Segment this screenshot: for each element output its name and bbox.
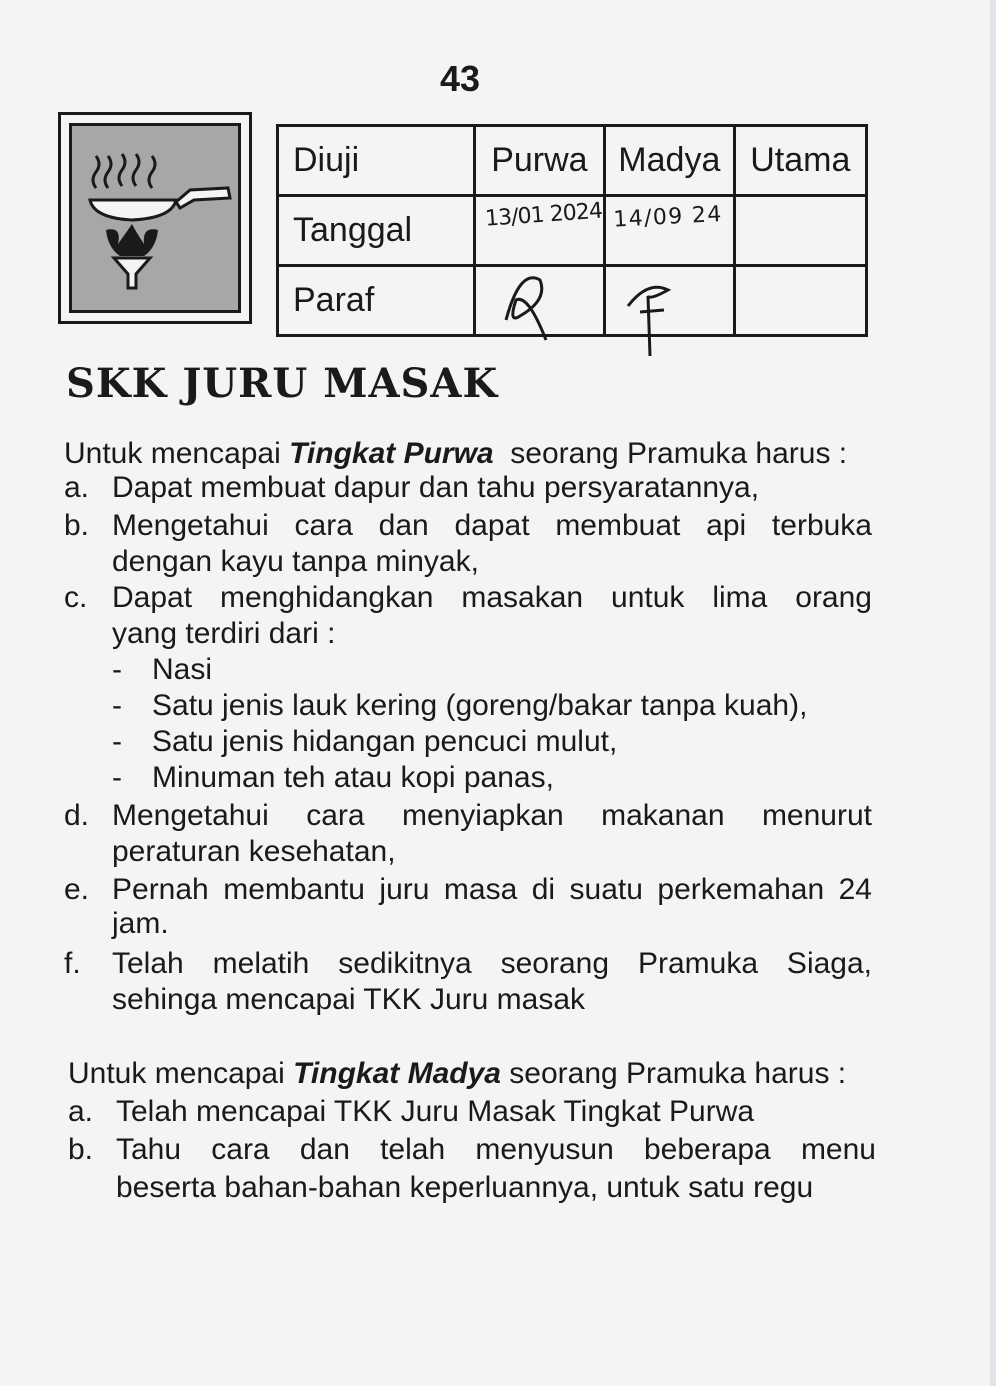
purwa-item-f-label: f. [64,947,81,980]
madya-item-b-line-2: beserta bahan-bahan keperluannya, untuk satu regu [116,1171,814,1204]
subitem-dash: - [112,761,122,794]
purwa-subitem-1: Nasi [152,653,213,686]
handwriting-layer [0,0,996,380]
header-purwa: Purwa [474,126,604,196]
purwa-item-c-label: c. [64,581,88,614]
purwa-item-e-line-1: Pernah membantu juru masa di suatu perkemahan 24 [112,873,872,906]
handwritten-date-purwa [484,199,603,232]
madya-item-b-line-1: Tahu cara dan telah menyusun beberapa menu [116,1133,876,1166]
purwa-subitem-2: Satu jenis lauk kering (goreng/bakar tanpa kuah), [152,689,808,722]
handwritten-date-madya [613,202,722,233]
subitem-dash: - [112,689,122,722]
purwa-item-a-line-1: Dapat membuat dapur dan tahu persyaratannya, [112,471,760,504]
purwa-item-c-line-2: yang terdiri dari : [112,617,336,650]
madya-item-a-label: a. [68,1095,94,1128]
date-purwa-text: 13/01 2024 [484,198,604,232]
label-diuji: Diuji [278,126,475,196]
purwa-item-c-line-1: Dapat menghidangkan masakan untuk lima orang [112,581,872,614]
date-madya-text: 14/09 24 [612,201,722,233]
purwa-item-e-label: e. [64,873,90,906]
purwa-item-b-label: b. [64,509,90,542]
subitem-dash: - [112,653,122,686]
label-tanggal: Tanggal [278,196,475,266]
purwa-level-emphasis: Tingkat Purwa [289,437,494,470]
page-number: 43 [439,58,481,99]
purwa-item-d-line-1: Mengetahui cara menyiapkan makanan menurut [112,799,872,832]
subitem-dash: - [112,725,122,758]
madya-item-a-line-1: Telah mencapai TKK Juru Masak Tingkat Purwa [116,1095,755,1128]
madya-item-b-label: b. [68,1133,94,1166]
page-title: SKK JURU MASAK [66,360,499,407]
purwa-subitem-4: Minuman teh atau kopi panas, [152,761,554,794]
purwa-item-e-line-2: jam. [112,907,169,940]
header-madya: Madya [605,126,734,196]
header-utama: Utama [734,126,866,196]
purwa-intro: Untuk mencapai Tingkat Purwa seorang Pramuka harus : [64,437,848,470]
purwa-item-b-line-1: Mengetahui cara dan dapat membuat api terbuka [112,509,872,542]
purwa-item-f-line-2: sehinga mencapai TKK Juru masak [112,983,586,1016]
madya-level-emphasis: Tingkat Madya [293,1057,501,1090]
purwa-item-f-line-1: Telah melatih sedikitnya seorang Pramuka Siaga, [112,947,872,980]
purwa-subitem-3: Satu jenis hidangan pencuci mulut, [152,725,618,758]
signature-madya-mark [628,287,668,356]
signature-purwa-mark [506,278,546,340]
madya-intro: Untuk mencapai Tingkat Madya seorang Pramuka harus : [68,1057,847,1090]
purwa-item-b-line-2: dengan kayu tanpa minyak, [112,545,479,578]
purwa-item-d-line-2: peraturan kesehatan, [112,835,396,868]
purwa-item-d-label: d. [64,799,90,832]
purwa-item-a-label: a. [64,471,90,504]
label-paraf: Paraf [278,266,475,336]
